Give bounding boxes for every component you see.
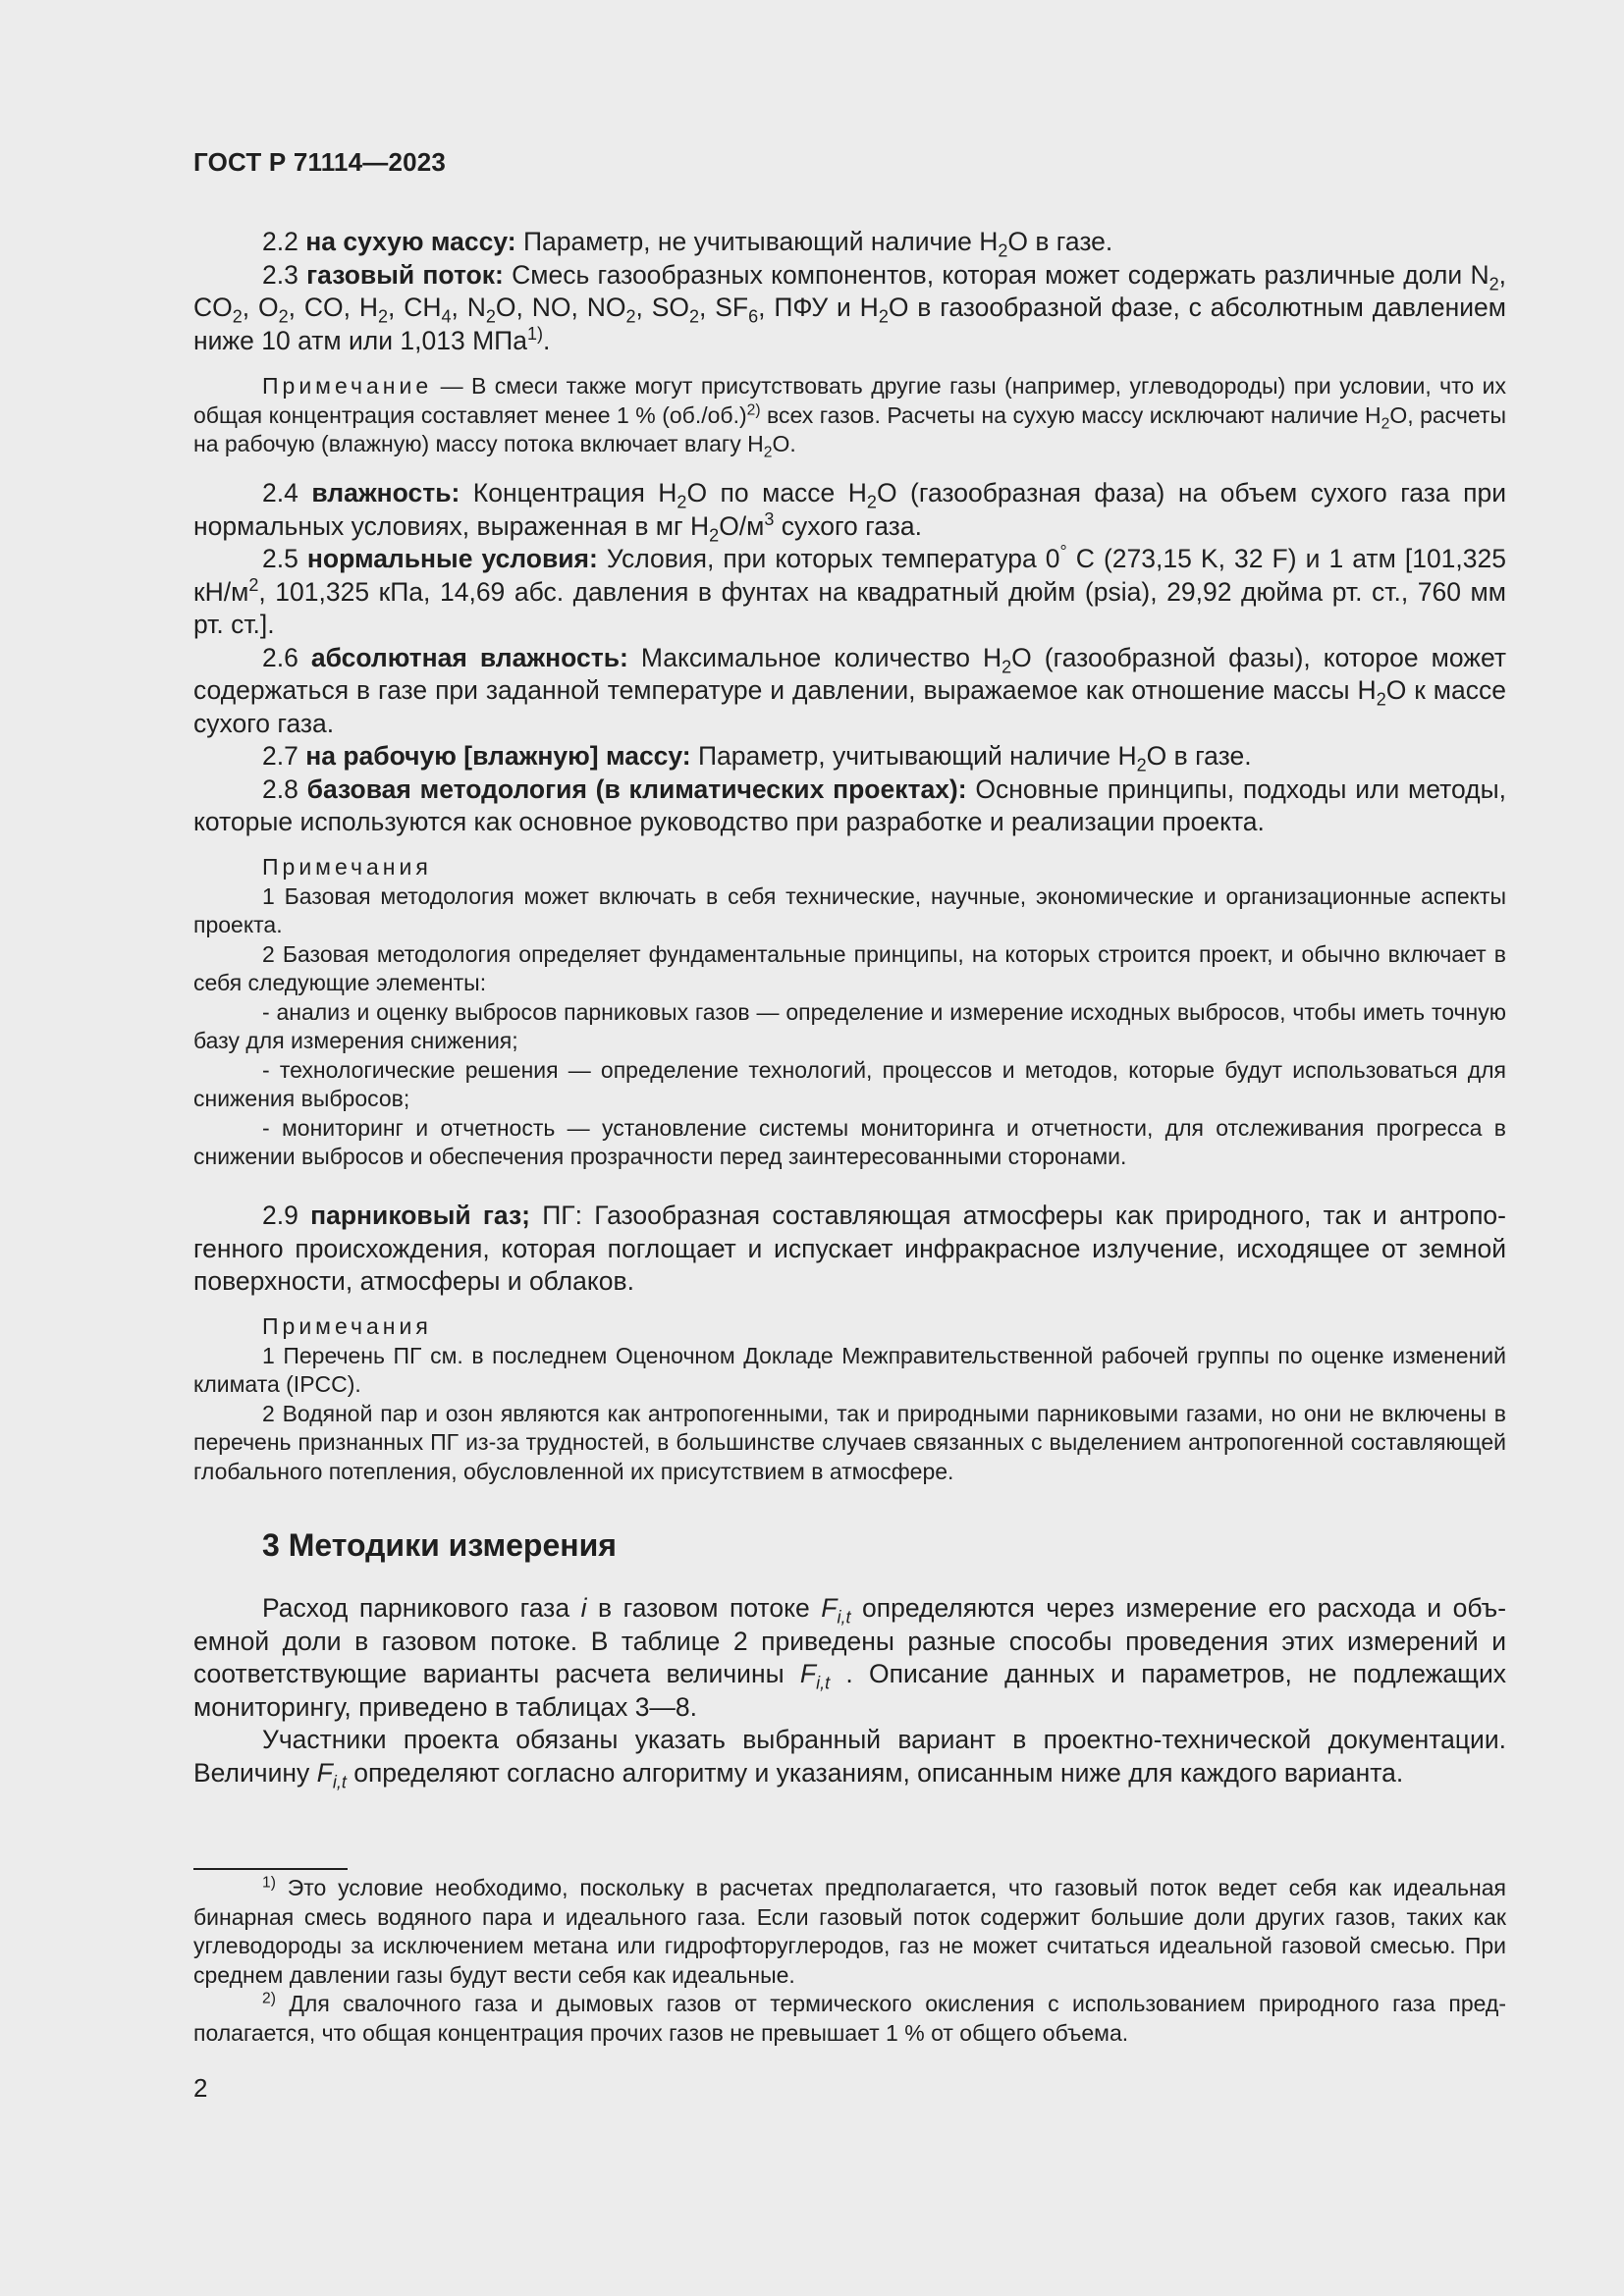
terms-block-3 <box>193 1200 1506 1299</box>
note-item: 2 Водяной пар и озон являются как антропогенными, так и природными парниковыми газами, но они не включены в перечень признанных ПГ из-за трудностей, в большинстве случаев связанных с выделением антропогенной составляющей глобального потепления, обусловленной их присутствием в атмосфере. <box>193 1400 1506 1484</box>
note-label: Примечание <box>262 373 433 399</box>
note-item: 1 Перечень ПГ см. в последнем Оценочном Докладе Межправительственной рабочей группы по оценке изменений климата (IPCC). <box>193 1342 1506 1397</box>
footnote-ref-1[interactable]: 1) <box>526 323 543 344</box>
term-2-9: 2.9 парниковый газ; ПГ: Газообразная составляющая атмосферы как природного, так и антропогенного происхождения, которая поглощает и испускает инфракрасное излучение, исходящее от земной поверхности, атмосферы и облаков. <box>193 1201 1506 1296</box>
notes-2-8 <box>193 853 1506 1172</box>
math-F: F <box>799 1659 817 1688</box>
section-3-paragraph-1: Расход парникового газа i в газовом потоке $F_{i,t}$ определяются через измерение его расхода и объемной доли в газовом потоке. В таблице 2 приведены разные способы проведения этих измерений и соответствующие варианты расчета величины $F_{i,t}$ . Описание данных и параметров, не подлежащих мониторингу, приведено в таблицах 3—8. <box>193 1593 1507 1722</box>
footnote-1: $^{1)}$ Это условие необходимо, поскольку в расчетах предполагается, что газовый поток ведет себя как идеальная бинарная смесь водяного пара и идеального газа. Если газовый поток содержит большие доли других газов, таких как углеводороды за исключением метана или гидрофторуглеродов, газ не может считаться идеальной газовой смесью. При среднем давлении газы будут вести себя как идеальные. <box>193 1874 1506 1988</box>
page-number: 2 <box>193 2073 208 2103</box>
note-bullet: - технологические решения — определение технологий, процессов и методов, которые будут использоваться для снижения выбросов; <box>193 1056 1506 1111</box>
note-bullet: - анализ и оценку выбросов парниковых газов — определение и измерение исходных выбросов, чтобы иметь точную базу для измерения снижения; <box>193 998 1506 1053</box>
footnote-2: $^{2)}$ Для свалочного газа и дымовых газов от термического окисления с использованием природного газа предполагается, что общая концентрация прочих газов не превышает 1 % от общего объема. <box>193 1990 1506 2046</box>
term-2-4: 2.4 влажность: Концентрация $H_2O$ по массе $H_2O$ (газообразная фаза) на объем сухого газа при нормальных условиях, выраженная в мг $H_2O/м^3$ сухого газа. <box>193 478 1506 545</box>
term-2-2: 2.2 на сухую массу: Параметр, не учитывающий наличие $H_2O$ в газе. <box>262 227 1113 261</box>
term-2-6: 2.6 абсолютная влажность: Максимальное количество $H_2O$ (газообразной фазы), которое может содержаться в газе при заданной температуре и давлении, выражаемое как отношение массы $H_2O$ к массе сухого газа. <box>193 642 1506 738</box>
math-F: F <box>316 1757 333 1788</box>
term-title: парниковый газ; <box>310 1201 530 1230</box>
section-title: 3 Методики измерения <box>262 1527 617 1563</box>
term-title: базовая методология (в климатических проектах): <box>306 774 967 804</box>
section-3-paragraph-2: Участники проекта обязаны указать выбранный вариант в проектно-технической документации. Величину $F_{i,t}$ определяют согласно алгоритму и указаниям, описанным ниже для каждого варианта. <box>193 1725 1506 1791</box>
notes-2-9 <box>193 1312 1506 1486</box>
notes-label: Примечания <box>262 1313 432 1339</box>
footnote-marker: 1) <box>262 1874 276 1892</box>
term-title: влажность: <box>311 478 460 507</box>
note-2-3: Примечание — В смеси также могут присутствовать другие газы (например, углеводороды) при условии, что их общая концентрация составляет менее 1 % $(об./об.)^{2)}$ всех газов. Расчеты на сухую массу исключают наличие $H_2O$, расчеты на рабочую (влажную) массу потока включает влагу $H_2O$. <box>193 373 1506 461</box>
section-3-body <box>193 1592 1506 1789</box>
term-title: на сухую массу: <box>305 227 516 256</box>
footnote-ref-2[interactable]: 2) <box>746 400 761 418</box>
term-2-8: 2.8 базовая методология (в климатических проектах): Основные принципы, подходы или методы, которые используются как основное руководство при разработке и реализации проекта. <box>193 774 1506 836</box>
footnotes <box>193 1874 1506 2048</box>
term-2-3: 2.3 газовый поток: Смесь газообразных компонентов, которая может содержать различные доли $N_2$, $CO_2$, $O_2$, CO, $H_2$, $CH_4$, $N_2O$, NO, $NO_2$, $SO_2$, $SF_6$, ПФУ и $H_2O$ в газообразной фазе, с абсолютным давлением ниже 10 атм или 1,013 МПа$^{1)}$. <box>193 259 1506 355</box>
note-item: 1 Базовая методология может включать в себя технические, научные, экономические и организационные аспекты проекта. <box>193 882 1506 937</box>
note-item: 2 Базовая методология определяет фундаментальные принципы, на которых строится проект, и обычно включает в себя следующие элементы: <box>193 940 1506 995</box>
term-title: нормальные условия: <box>306 544 598 573</box>
terms-block-2 <box>193 477 1506 839</box>
term-2-5: 2.5 нормальные условия: Условия, при которых температура 0° C (273,15 K, 32 F) и 1 атм [101,325 $кН/м^2$, 101,325 кПа, 14,69 абс. давления в фунтах на квадратный дюйм (psia), 29,92 дюйма рт. ст., 760 мм рт. ст.]. <box>193 542 1506 639</box>
footnote-marker: 2) <box>262 1990 276 2007</box>
term-title: абсолютная влажность: <box>310 642 628 672</box>
math-F: F <box>821 1593 838 1623</box>
terms-block-1 <box>193 226 1506 357</box>
note-bullet: - мониторинг и отчетность — установление системы мониторинга и отчетности, для отслеживания прогресса в снижении выбросов и обеспечения прозрачности перед заинтересованными сторонами. <box>193 1114 1506 1169</box>
term-title: газовый поток: <box>306 259 504 290</box>
notes-label: Примечания <box>262 854 432 880</box>
term-2-7: 2.7 на рабочую [влажную] массу: Параметр, учитывающий наличие $H_2O$ в газе. <box>262 741 1252 775</box>
term-title: на рабочую [влажную] массу: <box>305 741 691 771</box>
document-header: ГОСТ Р 71114—2023 <box>193 147 447 177</box>
footnote-separator <box>193 1868 348 1870</box>
